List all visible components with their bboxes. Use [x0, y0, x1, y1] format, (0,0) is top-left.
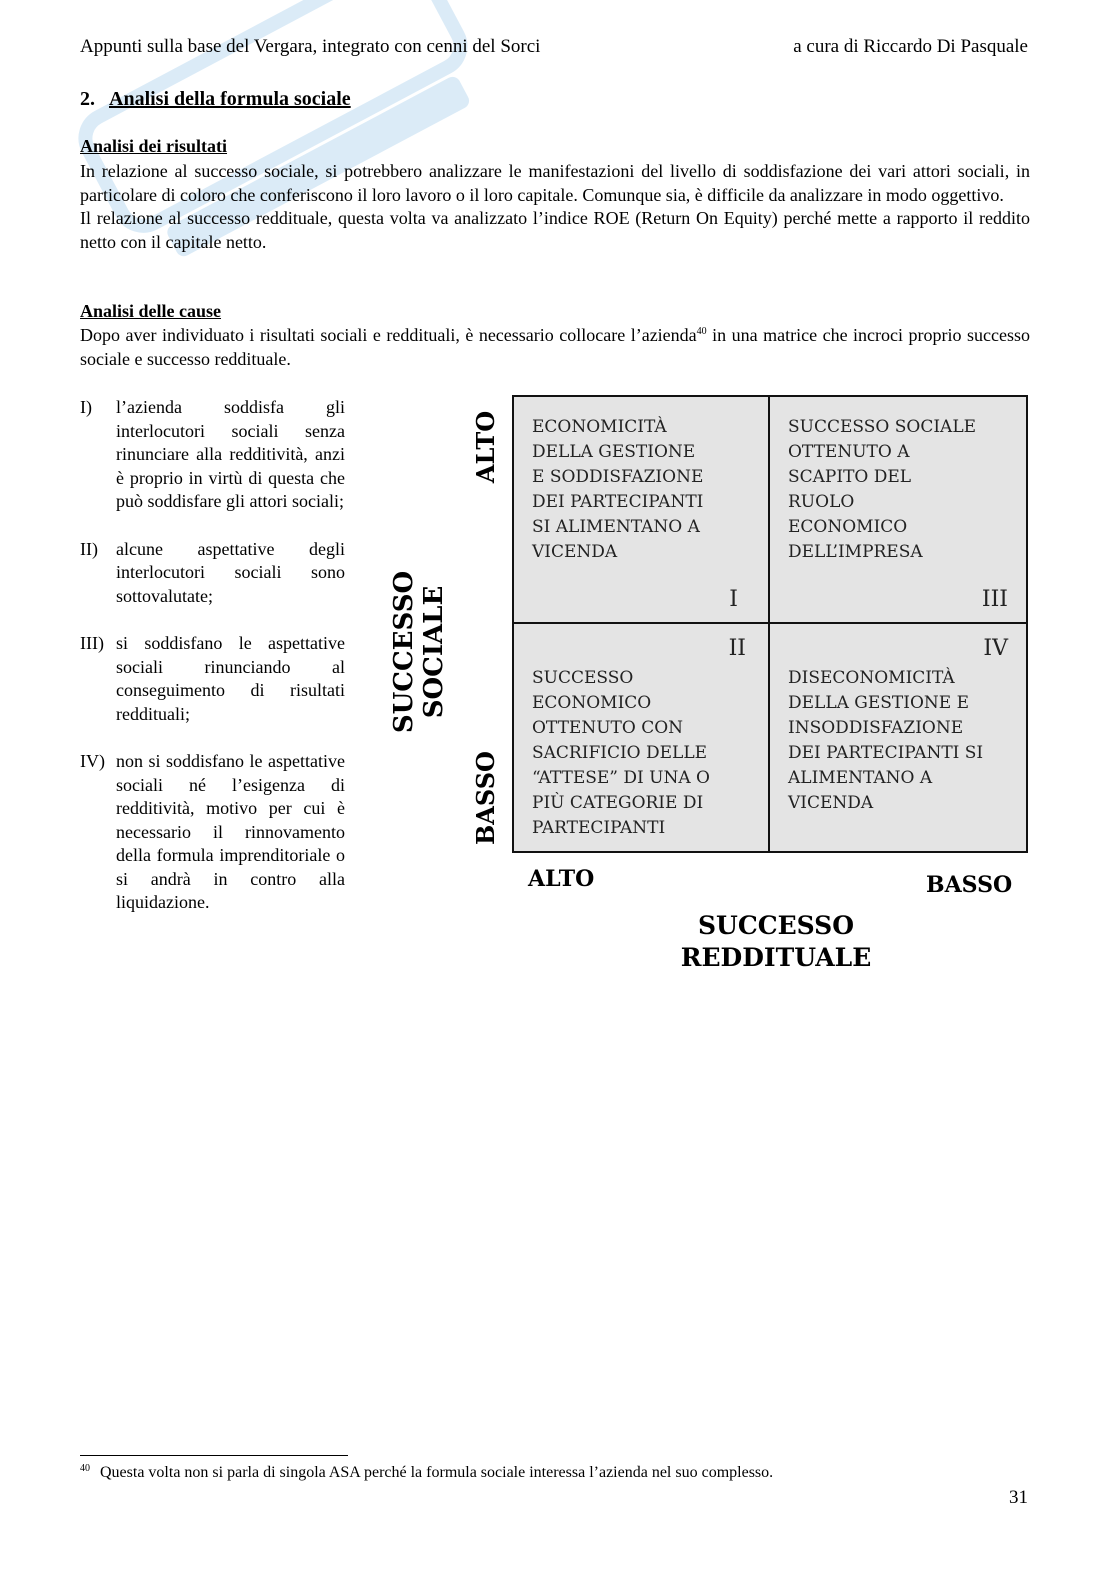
quadrant-I: [514, 397, 770, 624]
quadrant-text-line: SACRIFICIO DELLE: [532, 743, 708, 763]
social-income-matrix: [512, 395, 1028, 853]
quadrant-text-line: ECONOMICITÀ: [532, 417, 667, 437]
quadrant-text-line: PIÙ CATEGORIE DI: [532, 793, 704, 813]
causes-text-a: Dopo aver individuato i risultati sociali e reddituali, è necessario collocare l’azienda: [80, 325, 697, 345]
list-text: l’azienda soddisfa gli interlocutori sociali senza rinunciare alla redditività, anzi è proprio in virtù di questa che può soddisfare gli attori sociali;: [116, 397, 345, 511]
y-axis-title-line2: SOCIALE: [419, 585, 449, 719]
quadrant-text-line: INSODDISFAZIONE: [788, 718, 964, 738]
quadrant-text-line: “ATTESE” DI UNA O: [532, 768, 710, 788]
causes-text: [80, 324, 1030, 371]
causes-heading: Analisi delle cause: [80, 301, 222, 321]
quadrant-IV: [770, 624, 1026, 851]
quadrant-list: [80, 396, 345, 939]
section-title-text: Analisi della formula sociale: [109, 88, 351, 110]
list-item: [80, 538, 345, 609]
footnote-text: Questa volta non si parla di singola ASA perché la formula sociale interessa l’azienda nel suo complesso.: [100, 1464, 774, 1481]
list-marker: I): [80, 397, 92, 417]
list-item: [80, 750, 345, 915]
list-item: [80, 632, 345, 726]
quadrant-text-line: SUCCESSO: [532, 668, 634, 688]
section-title: [80, 88, 351, 111]
footnote-number: 40: [80, 1462, 90, 1474]
quadrant-text-line: ECONOMICO: [788, 517, 908, 537]
quadrant-text-line: DEI PARTECIPANTI: [532, 492, 704, 512]
page-number: 31: [1009, 1487, 1028, 1508]
footnote-ref[interactable]: 40: [696, 326, 707, 337]
header-right: a cura di Riccardo Di Pasquale: [793, 36, 1028, 57]
section-number: 2.: [80, 88, 95, 110]
y-axis-title: [389, 567, 453, 737]
quadrant-numeral: II: [728, 636, 746, 661]
quadrant-II: [514, 624, 770, 851]
results-paragraph-1: In relazione al successo sociale, si potrebbero analizzare le manifestazioni del livello di soddisfazione dei vari attori sociali, in particolare di coloro che conferiscono il loro lavoro o il loro capitale. Comunque sia, è difficile da analizzare in modo oggettivo.: [80, 161, 1030, 205]
quadrant-III: [770, 397, 1026, 624]
quadrant-text-line: ECONOMICO: [532, 693, 652, 713]
quadrant-text-line: DISECONOMICITÀ: [788, 668, 955, 688]
results-paragraph-2: Il relazione al successo reddituale, questa volta va analizzato l’indice ROE (Return On Equity) perché mette a rapporto il reddito netto con il capitale netto.: [80, 208, 1030, 252]
quadrant-text-line: SUCCESSO SOCIALE: [788, 417, 977, 437]
y-axis-low-label: BASSO: [471, 751, 500, 845]
quadrant-text-line: PARTECIPANTI: [532, 818, 666, 838]
x-axis-low-label: BASSO: [926, 872, 1013, 898]
quadrant-text-line: VICENDA: [532, 542, 618, 562]
quadrant-text-line: VICENDA: [788, 793, 874, 813]
quadrant-text-line: RUOLO: [788, 492, 855, 512]
quadrant-numeral: IV: [983, 636, 1008, 661]
header-left: Appunti sulla base del Vergara, integrato con cenni del Sorci: [80, 36, 541, 57]
footnote-divider: [80, 1455, 348, 1456]
list-text: si soddisfano le aspettative sociali rinunciando al conseguimento di risultati reddituali;: [116, 633, 345, 724]
x-axis-title-line2: REDDITUALE: [680, 943, 872, 972]
list-item: [80, 396, 345, 514]
list-marker: II): [80, 538, 98, 559]
list-text: non si soddisfano le aspettative sociali né l’esigenza di redditività, motivo per cui è necessario il rinnovamento della formula imprenditoriale o si andrà in contro alla liquidazione.: [116, 751, 345, 912]
y-axis-high-label: ALTO: [471, 410, 500, 484]
results-text: [80, 160, 1030, 254]
causes-text-b: in una matrice che incroci proprio successo sociale e successo reddituale.: [80, 325, 1030, 369]
list-marker: III): [80, 633, 104, 653]
results-heading: Analisi dei risultati: [80, 136, 228, 156]
quadrant-text-line: DELLA GESTIONE E: [788, 693, 970, 713]
quadrant-text-line: ALIMENTANO A: [788, 768, 933, 788]
quadrant-text-line: DELLA GESTIONE: [532, 442, 696, 462]
quadrant-text-line: SCAPITO DEL: [788, 467, 912, 487]
x-axis-high-label: ALTO: [528, 866, 595, 892]
quadrant-text-line: DELL’IMPRESA: [788, 542, 923, 562]
list-marker: IV): [80, 751, 105, 771]
x-axis-title: [676, 910, 876, 974]
x-axis-title-line1: SUCCESSO: [697, 911, 855, 940]
quadrant-numeral: I: [729, 587, 738, 612]
causes-paragraph: [80, 324, 1030, 371]
quadrant-text-line: DEI PARTECIPANTI SI: [788, 743, 984, 763]
footnote: [80, 1464, 773, 1482]
list-text: alcune aspettative degli interlocutori sociali sono sottovalutate;: [116, 538, 345, 606]
quadrant-text-line: OTTENUTO A: [788, 442, 910, 462]
quadrant-text-line: SI ALIMENTANO A: [532, 517, 700, 537]
quadrant-text-line: E SODDISFAZIONE: [532, 467, 704, 487]
quadrant-numeral: III: [981, 587, 1008, 612]
y-axis-title-line1: SUCCESSO: [389, 570, 419, 734]
quadrant-text-line: OTTENUTO CON: [532, 718, 684, 738]
